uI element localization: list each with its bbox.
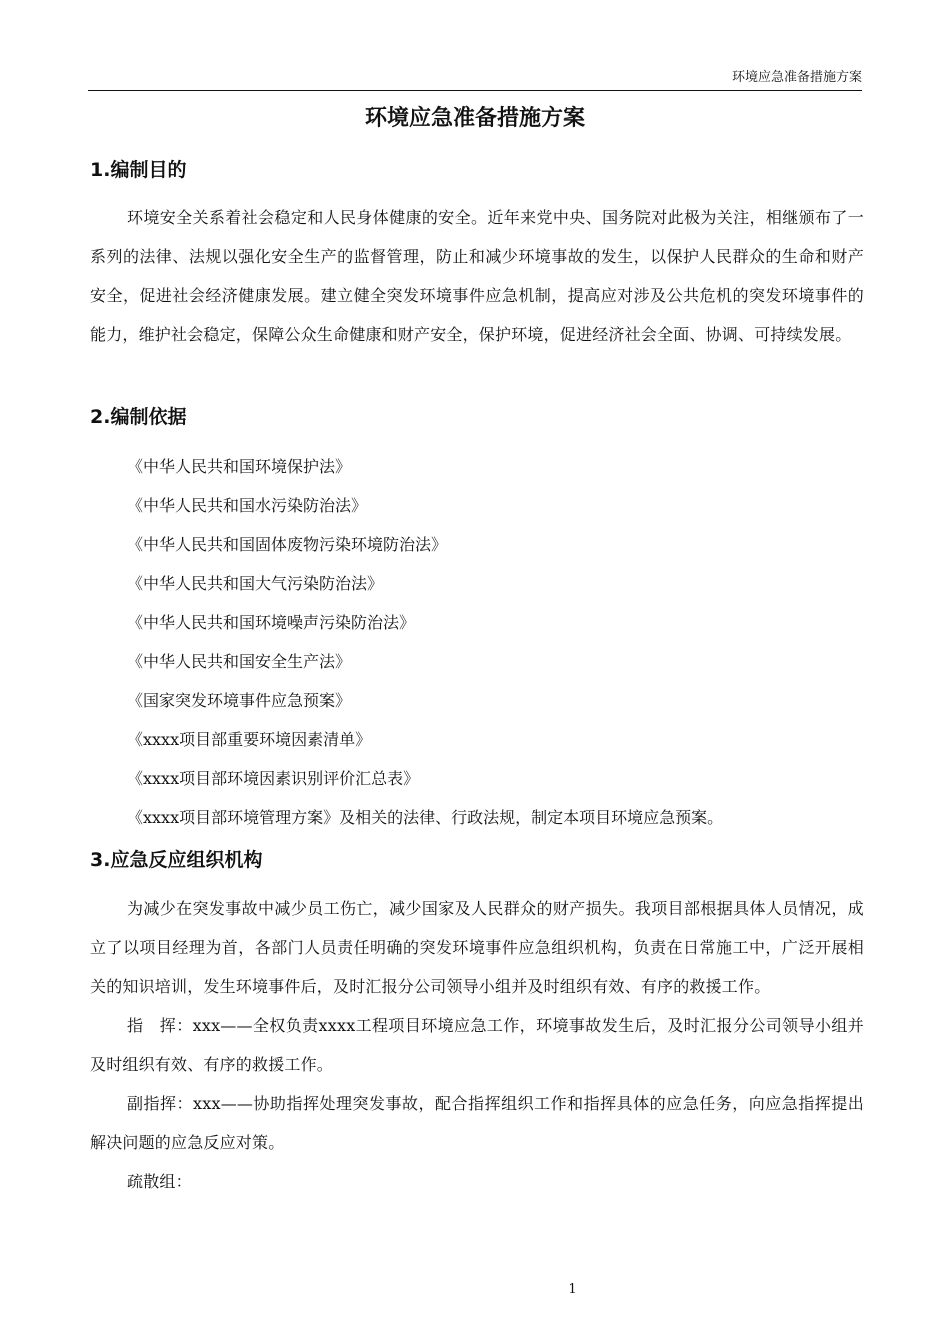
- section-heading: 1.编制目的: [90, 159, 187, 181]
- running-header: 环境应急准备措施方案: [88, 68, 862, 91]
- list-item: 《xxxx项目部环境因素识别评价汇总表》: [127, 769, 420, 788]
- list-item: 《中华人民共和国环境噪声污染防治法》: [127, 613, 416, 632]
- paragraph: 为减少在突发事故中减少员工伤亡，减少国家及人民群众的财产损失。我项目部根据具体人员情况，成立了以项目经理为首，各部门人员责任明确的突发环境事件应急组织机构，负责在日常施工中，广泛开展相关的知识培训，发生环境事件后，及时汇报分公司领导小组并及时组织有效、有序的救援工作。: [90, 899, 864, 996]
- list-item: 《中华人民共和国水污染防治法》: [127, 496, 368, 515]
- list-item: 《xxxx项目部环境管理方案》及相关的法律、行政法规，制定本项目环境应急预案。: [127, 808, 724, 827]
- section-basis: [90, 402, 864, 837]
- document-title: 环境应急准备措施方案: [364, 106, 585, 131]
- list-item: 《中华人民共和国安全生产法》: [127, 652, 352, 671]
- list-item: 《中华人民共和国固体废物污染环境防治法》: [127, 535, 448, 554]
- reference-list: [90, 447, 864, 837]
- list-item: 《国家突发环境事件应急预案》: [127, 691, 352, 710]
- section-purpose: [90, 155, 864, 354]
- paragraph-deputy-commander: 副指挥：xxx——协助指挥处理突发事故，配合指挥组织工作和指挥具体的应急任务，向应急指挥提出解决问题的应急反应对策。: [90, 1094, 864, 1152]
- section-heading: 3.应急反应组织机构: [90, 849, 263, 871]
- paragraph: 环境安全关系着社会稳定和人民身体健康的安全。近年来党中央、国务院对此极为关注，相继颁布了一系列的法律、法规以强化安全生产的监督管理，防止和减少环境事故的发生，以保护人民群众的生命和财产安全，促进社会经济健康发展。建立健全突发环境事件应急机制，提高应对涉及公共危机的突发环境事件的能力，维护社会稳定，保障公众生命健康和财产安全，保护环境，促进经济社会全面、协调、可持续发展。: [90, 208, 864, 344]
- paragraph-evacuation-group: 疏散组：: [127, 1172, 192, 1191]
- section-heading: 2.编制依据: [90, 406, 187, 428]
- page-number: 1: [568, 1282, 577, 1297]
- list-item: 《中华人民共和国环境保护法》: [127, 457, 352, 476]
- list-item: 《中华人民共和国大气污染防治法》: [127, 574, 384, 593]
- section-organization: [90, 845, 864, 1201]
- paragraph-commander: 指 挥：xxx——全权负责xxxx工程项目环境应急工作，环境事故发生后，及时汇报分公司领导小组并及时组织有效、有序的救援工作。: [90, 1016, 864, 1074]
- list-item: 《xxxx项目部重要环境因素清单》: [127, 730, 372, 749]
